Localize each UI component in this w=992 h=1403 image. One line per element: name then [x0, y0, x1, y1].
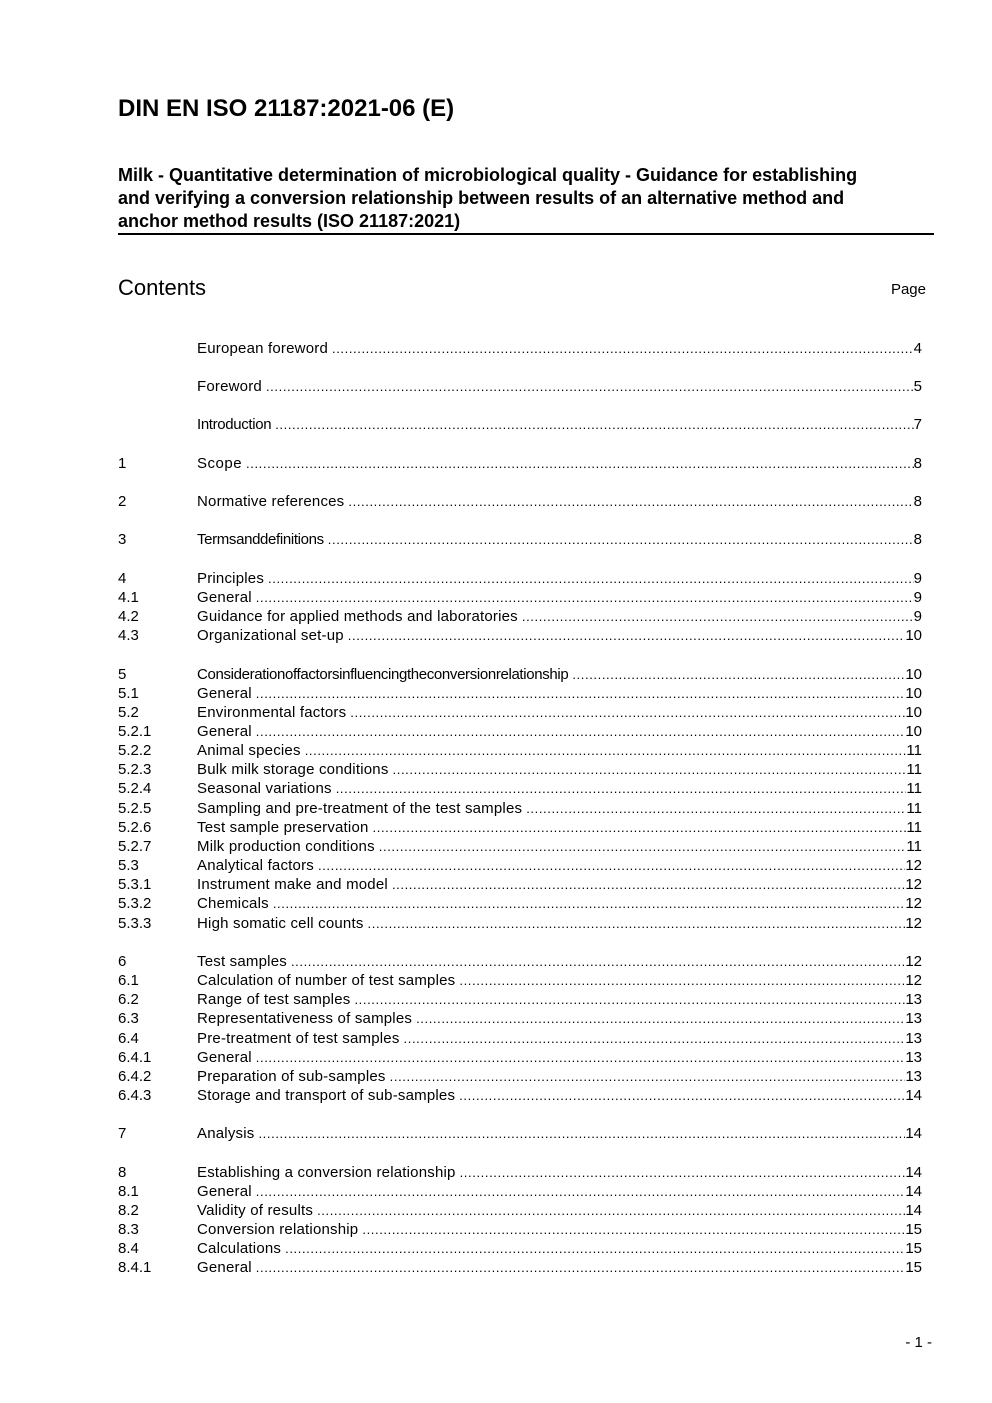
toc-entry-title: Environmental factors [197, 704, 347, 721]
toc-entry[interactable] [118, 837, 922, 856]
toc-entry-number: 8.1 [118, 1183, 139, 1200]
toc-dot-leader [246, 454, 914, 473]
toc-entry-title: General [197, 589, 252, 606]
toc-entry-page: 12 [905, 915, 922, 932]
toc-entry[interactable] [118, 779, 922, 798]
toc-entry[interactable] [118, 1067, 922, 1086]
toc-dot-leader [258, 1124, 905, 1143]
toc-dot-leader [459, 1086, 905, 1105]
toc-entry-page: 5 [913, 378, 922, 395]
toc-entry-page: 14 [905, 1183, 922, 1200]
toc-dot-leader [256, 588, 914, 607]
toc-entry-page: 13 [905, 1030, 922, 1047]
toc-entry-title: Scope [197, 455, 243, 472]
toc-entry-title: Test sample preservation [197, 819, 369, 836]
toc-entry[interactable] [118, 1201, 922, 1220]
toc-entry-title: Sampling and pre-treatment of the test samples [197, 800, 523, 817]
toc-entry-number: 6.1 [118, 972, 139, 989]
title-divider [118, 233, 934, 235]
toc-entry-number: 5.2.2 [118, 742, 152, 759]
toc-entry-page: 13 [905, 1010, 922, 1027]
toc-entry[interactable] [118, 1220, 922, 1239]
toc-entry[interactable] [118, 914, 922, 933]
toc-entry-page: 12 [905, 876, 922, 893]
toc-dot-leader [285, 1239, 905, 1258]
toc-entry-page: 9 [913, 570, 922, 587]
toc-entry-title: General [197, 685, 252, 702]
toc-entry[interactable] [118, 971, 922, 990]
toc-dot-leader [256, 684, 906, 703]
toc-dot-leader [332, 339, 914, 358]
toc-entry-page: 12 [905, 857, 922, 874]
toc-entry-title: Calculations [197, 1240, 282, 1257]
toc-entry-number: 6.4.1 [118, 1049, 152, 1066]
toc-entry-number: 6 [118, 953, 127, 970]
toc-entry-number: 3 [118, 531, 127, 548]
toc-entry-number: 6.4 [118, 1030, 139, 1047]
toc-entry-title: High somatic cell counts [197, 915, 364, 932]
toc-entry-number: 5.3.3 [118, 915, 152, 932]
toc-entry[interactable] [118, 1029, 922, 1048]
toc-entry-title: Establishing a conversion relationship [197, 1164, 456, 1181]
toc-entry-page: 13 [905, 1049, 922, 1066]
toc-entry-number: 5.2.3 [118, 761, 152, 778]
toc-dot-leader [305, 741, 907, 760]
toc-dot-leader [459, 971, 905, 990]
toc-entry-number: 8.3 [118, 1221, 139, 1238]
toc-entry-title: Range of test samples [197, 991, 351, 1008]
toc-entry[interactable] [118, 530, 922, 549]
toc-entry-title: Representativeness of samples [197, 1010, 413, 1027]
toc-entry[interactable] [118, 1258, 922, 1277]
toc-entry-number: 7 [118, 1125, 127, 1142]
toc-dot-leader [393, 760, 907, 779]
toc-entry-number: 5.2.6 [118, 819, 152, 836]
toc-entry-page: 4 [913, 340, 922, 357]
toc-dot-leader [368, 914, 906, 933]
toc-entry-page: 12 [905, 895, 922, 912]
toc-dot-leader [362, 1220, 905, 1239]
toc-dot-leader [572, 665, 905, 684]
toc-entry-page: 14 [905, 1202, 922, 1219]
toc-entry[interactable] [118, 1009, 922, 1028]
toc-dot-leader [256, 1258, 906, 1277]
document-title: Milk - Quantitative determination of microbiological quality - Guidance for establishing and verifying a conversion relationship between results of an alternative method and anchor method results (ISO 21187:2021) [118, 165, 858, 231]
toc-entry-number: 4 [118, 570, 127, 587]
toc-entry-number: 5.2 [118, 704, 139, 721]
toc-entry[interactable] [118, 952, 922, 971]
document-id: DIN EN ISO 21187:2021-06 (E) [118, 95, 455, 122]
toc-entry[interactable] [118, 1182, 922, 1201]
toc-entry[interactable] [118, 684, 922, 703]
toc-entry-page: 7 [913, 416, 922, 433]
toc-entry[interactable] [118, 856, 922, 875]
toc-entry-page: 11 [906, 838, 922, 855]
toc-entry[interactable] [118, 665, 922, 684]
toc-entry-page: 10 [905, 666, 922, 683]
toc-entry[interactable] [118, 894, 922, 913]
toc-entry-page: 11 [906, 800, 922, 817]
toc-entry-title: Analysis [197, 1125, 255, 1142]
toc-dot-leader [404, 1029, 906, 1048]
toc-entry-page: 10 [905, 723, 922, 740]
toc-entry-number: 5.1 [118, 685, 139, 702]
toc-entry-page: 15 [905, 1259, 922, 1276]
toc-entry-number: 2 [118, 493, 127, 510]
page-column-label: Page [890, 281, 926, 298]
toc-entry-number: 8.2 [118, 1202, 139, 1219]
toc-entry-title: Principles [197, 570, 265, 587]
toc-entry-number: 5.2.1 [118, 723, 152, 740]
toc-entry-page: 14 [905, 1087, 922, 1104]
toc-entry-number: 1 [118, 455, 127, 472]
toc-entry-title: Instrument make and model [197, 876, 388, 893]
toc-entry-title: Considerationoffactorsinfluencingtheconversionrelationship [197, 666, 569, 683]
toc-dot-leader [348, 626, 906, 645]
toc-entry[interactable] [118, 703, 922, 722]
toc-entry-page: 14 [905, 1125, 922, 1142]
toc-dot-leader [291, 952, 905, 971]
toc-entry-title: Pre-treatment of test samples [197, 1030, 400, 1047]
toc-entry-page: 10 [905, 627, 922, 644]
toc-entry-number: 6.3 [118, 1010, 139, 1027]
toc-entry-title: Storage and transport of sub-samples [197, 1087, 456, 1104]
toc-entry-title: Foreword [197, 378, 262, 395]
toc-entry-page: 13 [905, 991, 922, 1008]
toc-entry[interactable] [118, 339, 922, 358]
toc-entry-number: 5 [118, 666, 127, 683]
toc-entry-title: Bulk milk storage conditions [197, 761, 389, 778]
toc-entry-title: General [197, 1183, 252, 1200]
toc-entry[interactable] [118, 1124, 922, 1143]
toc-entry-number: 5.2.4 [118, 780, 152, 797]
toc-entry-title: Milk production conditions [197, 838, 375, 855]
toc-entry-page: 9 [913, 608, 922, 625]
toc-entry-number: 5.2.7 [118, 838, 152, 855]
toc-entry[interactable] [118, 1048, 922, 1067]
toc-entry-number: 6.4.3 [118, 1087, 152, 1104]
toc-entry-page: 11 [906, 819, 922, 836]
toc-dot-leader [268, 569, 914, 588]
toc-dot-leader [317, 1201, 905, 1220]
toc-entry-title: Termsanddefinitions [197, 531, 324, 548]
toc-entry-title: Guidance for applied methods and laboratories [197, 608, 518, 625]
toc-dot-leader [522, 607, 914, 626]
toc-entry-number: 4.1 [118, 589, 139, 606]
toc-entry-number: 5.3 [118, 857, 139, 874]
toc-entry-title: European foreword [197, 340, 328, 357]
toc-entry[interactable] [118, 1163, 922, 1182]
footer-page-number: - 1 - [905, 1334, 932, 1351]
toc-entry[interactable] [118, 607, 922, 626]
toc-entry-number: 5.3.1 [118, 876, 152, 893]
contents-heading: Contents [118, 275, 207, 300]
toc-entry-number: 5.2.5 [118, 800, 152, 817]
toc-dot-leader [318, 856, 905, 875]
toc-dot-leader [266, 377, 914, 396]
toc-entry-title: Calculation of number of test samples [197, 972, 456, 989]
toc-entry-title: Seasonal variations [197, 780, 332, 797]
toc-dot-leader [350, 703, 905, 722]
toc-entry-title: Normative references [197, 493, 345, 510]
toc-entry-page: 12 [905, 953, 922, 970]
toc-dot-leader [390, 1067, 906, 1086]
toc-entry-page: 14 [905, 1164, 922, 1181]
toc-dot-leader [328, 530, 914, 549]
toc-entry-title: Conversion relationship [197, 1221, 359, 1238]
toc-dot-leader [379, 837, 907, 856]
toc-dot-leader [256, 1182, 906, 1201]
toc-entry-number: 8.4.1 [118, 1259, 152, 1276]
toc-entry-title: Organizational set-up [197, 627, 344, 644]
toc-entry[interactable] [118, 799, 922, 818]
toc-entry[interactable] [118, 626, 922, 645]
toc-entry-page: 8 [913, 493, 922, 510]
toc-entry[interactable] [118, 1239, 922, 1258]
toc-entry-page: 8 [913, 531, 922, 548]
toc-entry-title: Test samples [197, 953, 287, 970]
toc-entry[interactable] [118, 818, 922, 837]
toc-entry-page: 13 [905, 1068, 922, 1085]
toc-dot-leader [460, 1163, 906, 1182]
toc-entry[interactable] [118, 875, 922, 894]
toc-entry[interactable] [118, 569, 922, 588]
toc-entry-page: 15 [905, 1240, 922, 1257]
toc-dot-leader [354, 990, 905, 1009]
toc-entry[interactable] [118, 722, 922, 741]
toc-dot-leader [256, 1048, 906, 1067]
toc-entry[interactable] [118, 492, 922, 511]
toc-dot-leader [526, 799, 906, 818]
toc-dot-leader [273, 894, 905, 913]
toc-entry-number: 6.2 [118, 991, 139, 1008]
toc-entry-page: 15 [905, 1221, 922, 1238]
toc-entry-title: Animal species [197, 742, 301, 759]
toc-dot-leader [416, 1009, 905, 1028]
toc-entry-title: Analytical factors [197, 857, 314, 874]
toc-dot-leader [392, 875, 905, 894]
toc-entry-title: General [197, 723, 252, 740]
toc-entry-page: 12 [905, 972, 922, 989]
toc-entry[interactable] [118, 990, 922, 1009]
toc-entry-page: 9 [913, 589, 922, 606]
toc-entry-page: 10 [905, 704, 922, 721]
toc-entry-title: Preparation of sub-samples [197, 1068, 386, 1085]
toc-entry[interactable] [118, 760, 922, 779]
toc-entry[interactable] [118, 377, 922, 396]
toc-entry[interactable] [118, 415, 922, 434]
toc-entry-title: General [197, 1259, 252, 1276]
toc-entry-page: 10 [905, 685, 922, 702]
toc-dot-leader [373, 818, 907, 837]
toc-entry-page: 8 [913, 455, 922, 472]
toc-entry[interactable] [118, 588, 922, 607]
toc-entry[interactable] [118, 741, 922, 760]
toc-dot-leader [275, 415, 913, 434]
toc-entry-page: 11 [906, 761, 922, 778]
toc-entry-number: 4.2 [118, 608, 139, 625]
toc-entry-number: 5.3.2 [118, 895, 152, 912]
toc-dot-leader [256, 722, 906, 741]
toc-dot-leader [336, 779, 907, 798]
toc-entry[interactable] [118, 454, 922, 473]
toc-entry-number: 8 [118, 1164, 127, 1181]
toc-entry-page: 11 [906, 742, 922, 759]
toc-entry-page: 11 [906, 780, 922, 797]
toc-entry-number: 6.4.2 [118, 1068, 152, 1085]
toc-entry-number: 4.3 [118, 627, 139, 644]
toc-entry[interactable] [118, 1086, 922, 1105]
toc-dot-leader [348, 492, 913, 511]
toc-entry-number: 8.4 [118, 1240, 139, 1257]
toc-entry-title: Introduction [197, 416, 272, 433]
toc-entry-title: Chemicals [197, 895, 269, 912]
toc-entry-title: Validity of results [197, 1202, 314, 1219]
toc-entry-title: General [197, 1049, 252, 1066]
